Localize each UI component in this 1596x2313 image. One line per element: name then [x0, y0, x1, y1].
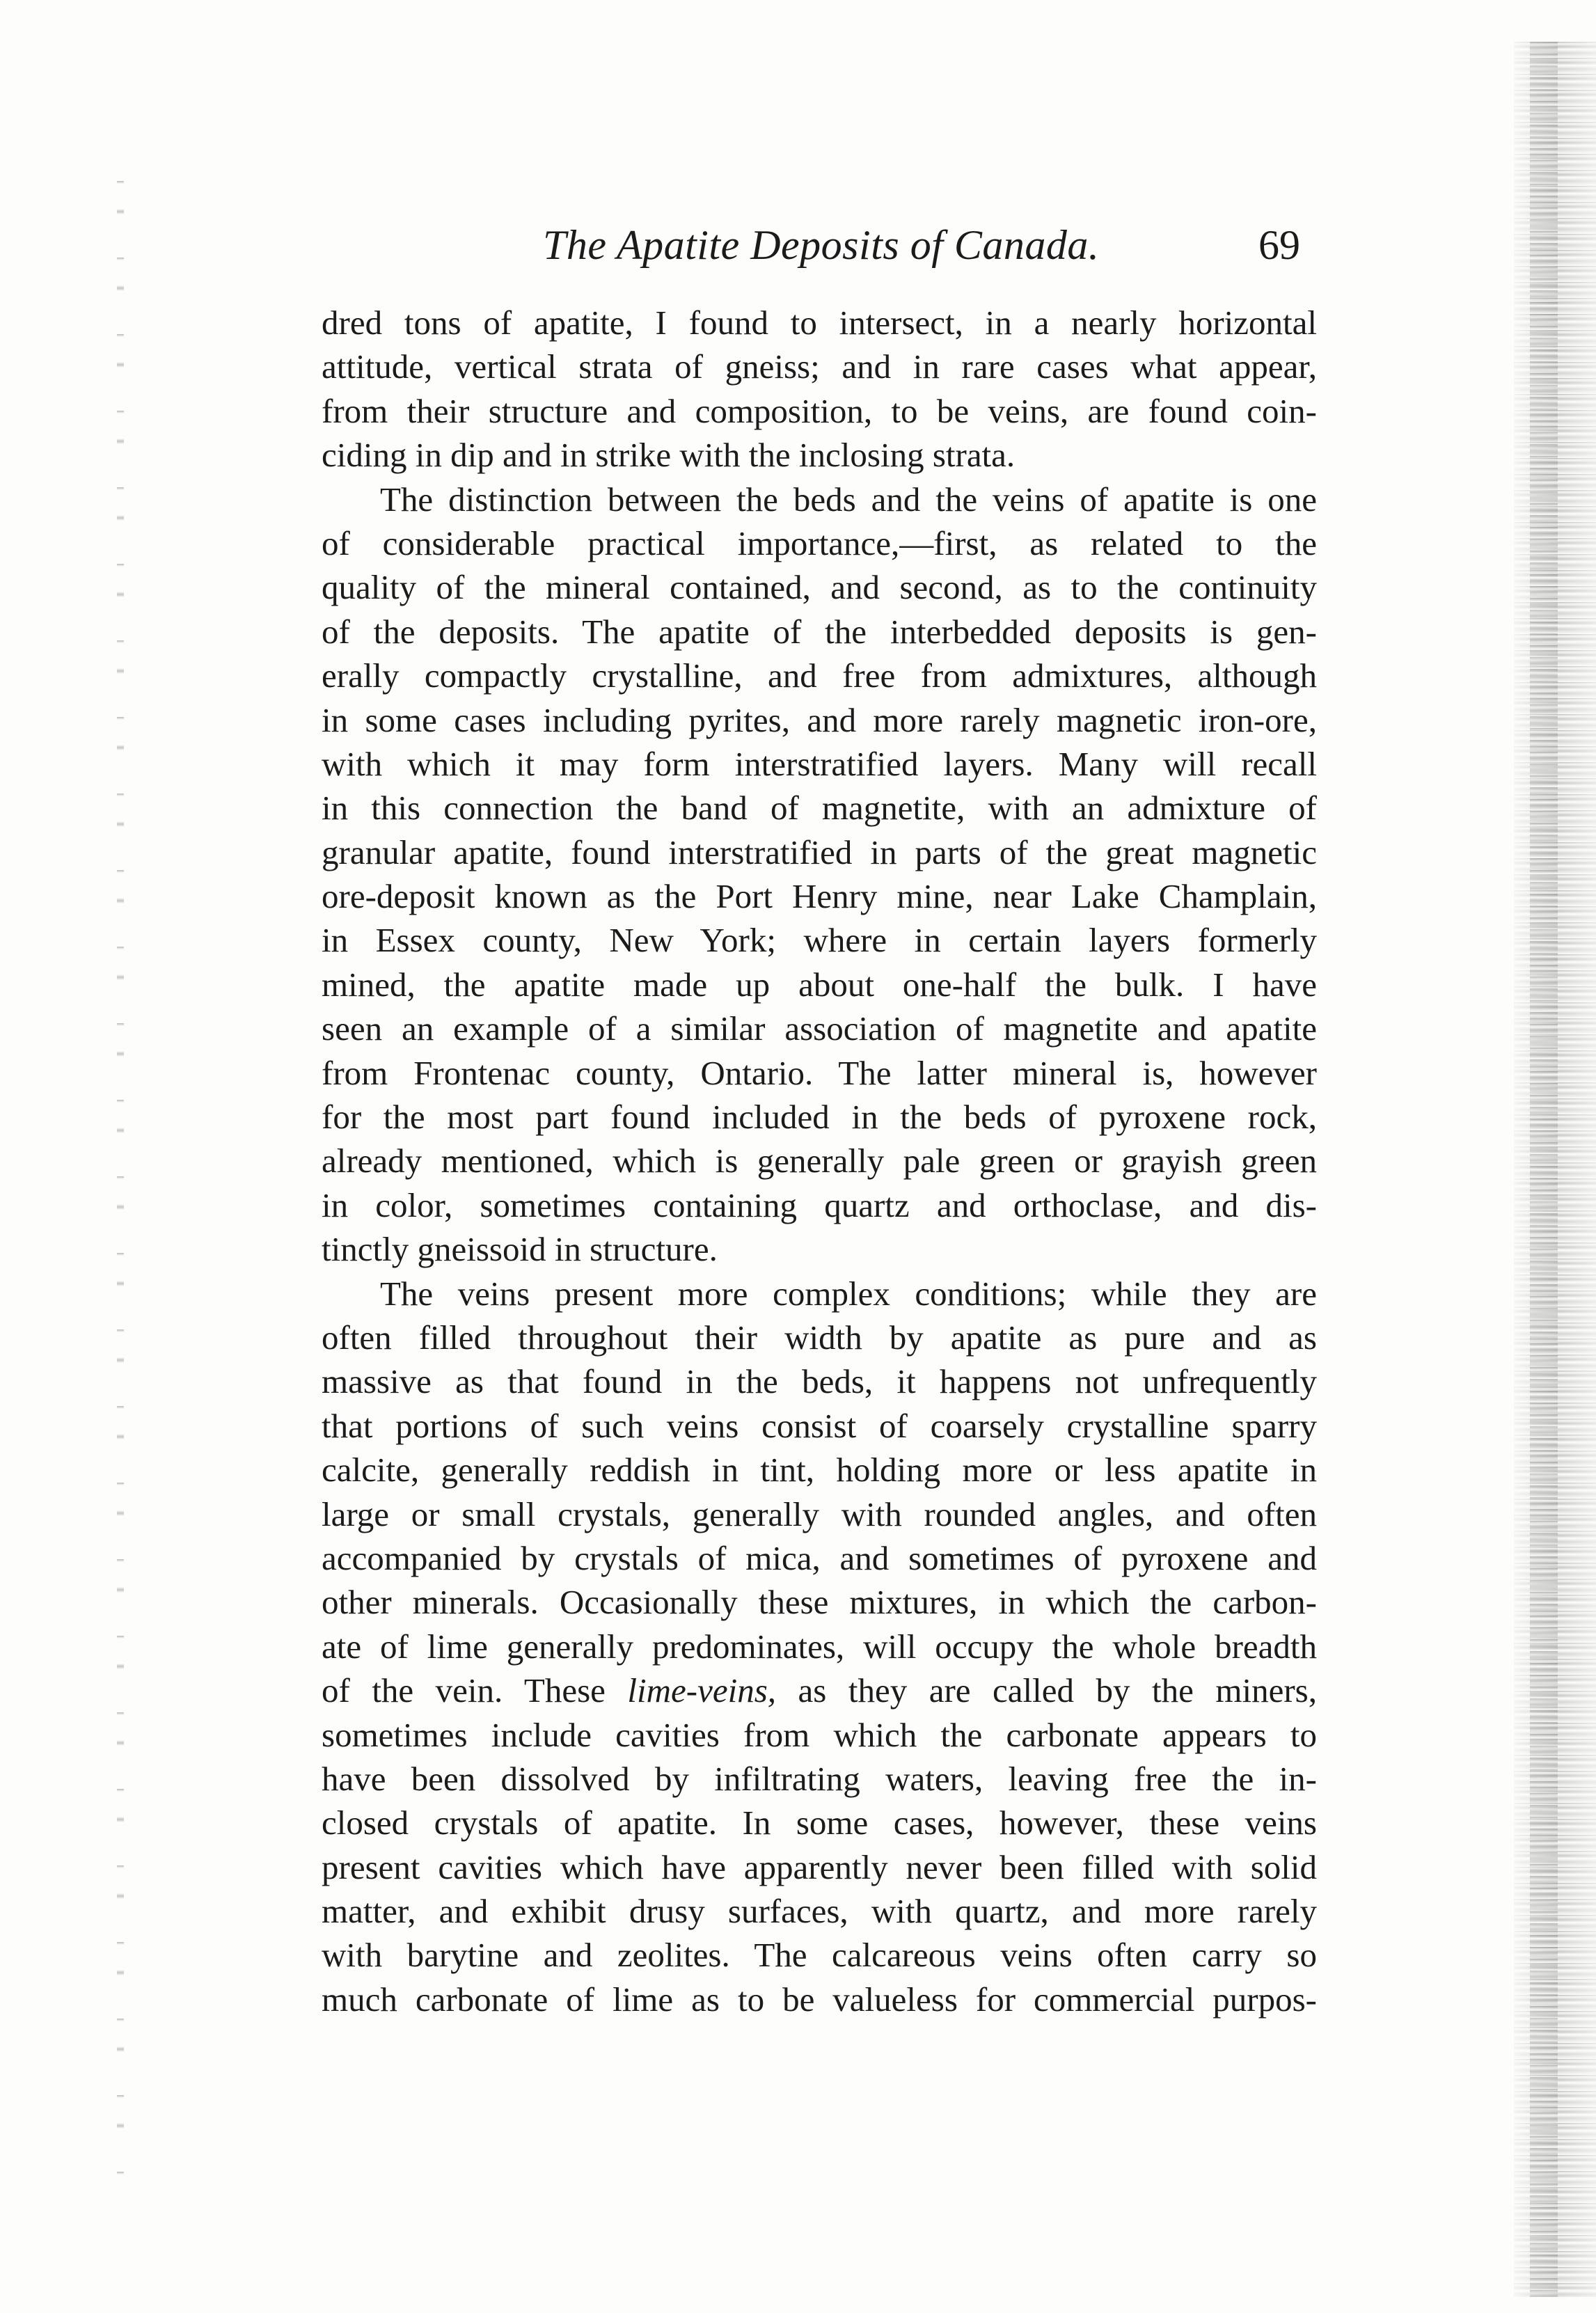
text-line: that portions of such veins consist of coarsely crystalline sparry — [322, 1406, 1317, 1445]
page-number: 69 — [1258, 222, 1300, 268]
left-margin-scan-marks — [117, 181, 124, 2186]
text-line: often filled throughout their width by apatite as pure and as — [322, 1318, 1317, 1357]
text-line: The distinction between the beds and the veins of apatite is one — [380, 480, 1317, 519]
text-line: have been dissolved by infiltrating waters, leaving free the in- — [322, 1759, 1317, 1798]
text-segment: as they are called by the miners, — [776, 1671, 1317, 1710]
text-line: with barytine and zeolites. The calcareous veins often carry so — [322, 1936, 1317, 1975]
text-line: already mentioned, which is generally pale green or grayish green — [322, 1142, 1317, 1181]
text-line: massive as that found in the beds, it happens not unfrequently — [322, 1362, 1317, 1401]
text-segment: of the vein. — [322, 1671, 503, 1710]
text-line: dred tons of apatite, I found to intersect, in a nearly horizontal — [322, 303, 1317, 342]
text-line: tinctly gneissoid in structure. — [322, 1230, 718, 1269]
text-line: ate of lime generally predominates, will occupy the whole breadth — [322, 1627, 1317, 1666]
text-line: from Frontenac county, Ontario. The latter mineral is, however — [322, 1053, 1317, 1092]
text-line-with-italic — [322, 1668, 1317, 1712]
text-line: closed crystals of apatite. In some cases, however, these veins — [322, 1803, 1317, 1842]
text-line: large or small crystals, generally with rounded angles, and often — [322, 1494, 1317, 1533]
text-line: in some cases including pyrites, and more rarely magnetic iron-ore, — [322, 700, 1317, 739]
text-line: of considerable practical importance,—first, as related to the — [322, 523, 1317, 562]
binding-edge-shadow — [1530, 42, 1558, 2297]
text-line: ore-deposit known as the Port Henry mine, near Lake Champlain, — [322, 877, 1317, 916]
body-text — [322, 301, 1317, 2021]
text-line: mined, the apatite made up about one-half the bulk. I have — [322, 965, 1317, 1004]
text-line: of the deposits. The apatite of the interbedded deposits is gen- — [322, 612, 1317, 651]
text-line: in Essex county, New York; where in certain layers formerly — [322, 921, 1317, 960]
text-line: in this connection the band of magnetite, with an admixture of — [322, 789, 1317, 828]
text-line: present cavities which have apparently never been filled with solid — [322, 1847, 1317, 1886]
text-line: ciding in dip and in strike with the inclosing strata. — [322, 436, 1016, 475]
text-line: with which it may form interstratified layers. Many will recall — [322, 744, 1317, 783]
text-line: other minerals. Occasionally these mixtures, in which the carbon- — [322, 1583, 1317, 1622]
text-line: in color, sometimes containing quartz and orthoclase, and dis- — [322, 1185, 1317, 1224]
text-line: erally compactly crystalline, and free from admixtures, although — [322, 656, 1317, 695]
running-title: The Apatite Deposits of Canada. — [543, 222, 1100, 268]
text-line: quality of the mineral contained, and second, as to the continuity — [322, 568, 1317, 607]
text-line: matter, and exhibit drusy surfaces, with quartz, and more rarely — [322, 1892, 1317, 1931]
text-line: calcite, generally reddish in tint, holding more or less apatite in — [322, 1451, 1317, 1490]
text-line: granular apatite, found interstratified in parts of the great magnetic — [322, 832, 1317, 871]
text-line: from their structure and composition, to be veins, are found coin- — [322, 391, 1317, 430]
text-line: accompanied by crystals of mica, and sometimes of pyroxene and — [322, 1538, 1317, 1577]
text-line: The veins present more complex conditions; while they are — [380, 1274, 1317, 1313]
text-line: much carbonate of lime as to be valueless for commercial purpos- — [322, 1980, 1317, 2019]
text-segment: These — [523, 1671, 628, 1710]
text-line: sometimes include cavities from which the carbonate appears to — [322, 1715, 1317, 1754]
text-line: attitude, vertical strata of gneiss; and in rare cases what appear, — [322, 347, 1317, 386]
text-line: seen an example of a similar association of magnetite and apatite — [322, 1009, 1317, 1048]
italic-term: lime-veins, — [627, 1671, 777, 1710]
text-line: for the most part found included in the beds of pyroxene rock, — [322, 1098, 1317, 1137]
